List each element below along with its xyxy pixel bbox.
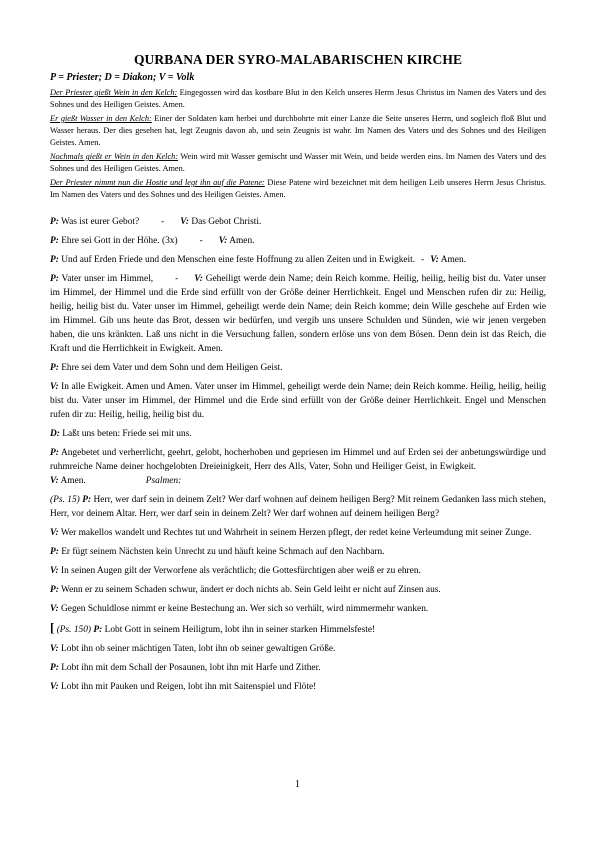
- speaker-label: P:: [50, 448, 59, 458]
- line-text: Laßt uns beten: Friede sei mit uns.: [59, 429, 192, 439]
- dialogue-line: [50, 427, 546, 441]
- speaker-label: P:: [50, 585, 59, 595]
- psalm-reference: (Ps. 150): [56, 625, 92, 635]
- speaker-label: V:: [50, 566, 59, 576]
- dialogue-line: [50, 253, 546, 267]
- line-text: Lobt ihn mit dem Schall der Posaunen, lobt ihn mit Harfe und Zither.: [58, 663, 321, 673]
- rubric-paragraph: [50, 177, 546, 201]
- line-text: In seinen Augen gilt der Verworfene als verächtlich; die Gottesfürchtigen aber weiß er zu ehren.: [58, 566, 421, 576]
- rubric-paragraph: [50, 113, 546, 149]
- rubrics-section: [50, 87, 546, 201]
- speaker-legend: P = Priester; D = Diakon; V = Volk: [50, 72, 195, 83]
- speaker-label: V:: [50, 476, 59, 486]
- rubric-text: Diese Patene wird bezeichnet mit dem heiligen Leib unseres Herrn Jesus Christus. Im Namen des Vaters und des Sohnes und des Heiligen Geistes. Amen.: [50, 178, 546, 199]
- speaker-label: P:: [50, 217, 59, 227]
- rubric-instruction: Der Priester nimmt nun die Hostie und legt ihn auf die Patene:: [50, 178, 265, 187]
- line-text: Das Gebot Christi.: [188, 217, 262, 227]
- speaker-label: V:: [50, 682, 59, 692]
- speaker-label: D:: [50, 429, 60, 439]
- dialogue-line: [50, 545, 546, 559]
- line-text: Vater unser im Himmel,: [58, 274, 154, 284]
- rubric-text: Eingegossen wird das kostbare Blut in den Kelch unseres Herrn Jesus Christus im Namen des Vaters und des Sohnes und des Heiligen Geistes. Amen.: [50, 88, 546, 109]
- speaker-label: P:: [93, 625, 103, 635]
- line-text: Gegen Schuldlose nimmt er keine Bestechung an. Wer sich so verhält, wird nimmermehr wanken.: [58, 604, 429, 614]
- line-text: Wer makellos wandelt und Rechtes tut und Wahrheit in seinem Herzen pflegt, der redet keine Verleumdung mit seiner Zunge.: [58, 528, 532, 538]
- rubric-instruction: Nochmals gießt er Wein in den Kelch:: [50, 152, 179, 161]
- line-text: Ehre sei Gott in der Höhe. (3x): [58, 236, 178, 246]
- speaker-label: V:: [218, 236, 228, 246]
- line-text: Und auf Erden Friede und den Menschen eine feste Hoffnung zu allen Zeiten und in Ewigkeit.: [58, 255, 416, 265]
- speaker-label: V:: [180, 217, 189, 227]
- speaker-label: V:: [50, 644, 59, 654]
- line-text: Lobt Gott in seinem Heiligtum, lobt ihn in seiner starken Himmelsfeste!: [102, 625, 376, 635]
- dialogue-line: [50, 583, 546, 597]
- line-text: Herr, wer darf sein in deinem Zelt? Wer darf wohnen auf deinem heiligen Berg? Mit reinem Gedanken lass mich stehen, Herr, vor deinem Altar. Herr, wer darf sein in deinem Zelt? Wer darf wohnen auf deinem heiligen Berg?: [50, 495, 546, 519]
- dialogue-line: [50, 602, 546, 616]
- rubric-instruction: Der Priester gießt Wein in den Kelch:: [50, 88, 178, 97]
- document-page: [50, 52, 546, 699]
- spacer: [50, 203, 546, 215]
- dialogue-line: [50, 493, 546, 521]
- document-title: QURBANA DER SYRO-MALABARISCHEN KIRCHE: [133, 52, 463, 67]
- dialogue-line: [50, 215, 546, 229]
- speaker-label: P:: [50, 255, 59, 265]
- dialogue-section: [50, 215, 546, 694]
- separator-dash: -: [175, 274, 179, 284]
- speaker-label: V:: [194, 274, 203, 284]
- section-heading-psalms: Psalmen:: [145, 476, 182, 486]
- page-number: 1: [295, 779, 300, 790]
- rubric-paragraph: [50, 87, 546, 111]
- bracket-mark: [: [50, 620, 55, 635]
- dialogue-line: [50, 642, 546, 656]
- dialogue-line: [50, 446, 546, 488]
- line-text: Geheiligt werde dein Name; dein Reich komme. Heilig, heilig, heilig bist du. Vater unser im Himmel, der Himmel und die Erde sind erfüllt von der Größe deiner Herrlichkeit. Engel und Menschen rufen dir zu: Heilig, heilig, heilig bist du. Vater unser im Himmel, geheiligt werde dein Name; dein Reich komme; dein Wille geschehe auf Erden wie im Himmel. Gib uns heute das Brot, dessen wir bedürfen, und vergib uns unsere Schulden und Sünden, wie wir jenen vergeben haben, die uns kränkten. Laß uns nicht in die Versuchung fallen, sondern erlöse uns von dem Bösen. Denn dein ist das Reich, die Kraft und die Herrlichkeit in Ewigkeit. Amen.: [50, 274, 546, 354]
- dialogue-line: [50, 621, 546, 637]
- line-text: Ehre sei dem Vater und dem Sohn und dem Heiligen Geist.: [58, 363, 283, 373]
- dialogue-line: [50, 234, 546, 248]
- dialogue-line: [50, 564, 546, 578]
- rubric-text: Wein wird mit Wasser gemischt und Wasser mit Wein, und beide werden eins. Im Namen des Vaters und des Sohnes und des Heiligen Geistes. Amen.: [50, 152, 546, 173]
- dialogue-line: [50, 380, 546, 422]
- line-text: Amen.: [58, 476, 86, 486]
- speaker-label: V:: [50, 528, 59, 538]
- speaker-label: P:: [82, 495, 92, 505]
- speaker-label: P:: [50, 274, 59, 284]
- line-text: Lobt ihn mit Pauken und Reigen, lobt ihn mit Saitenspiel und Flöte!: [58, 682, 317, 692]
- speaker-label: V:: [50, 382, 59, 392]
- dialogue-line: [50, 361, 546, 375]
- rubric-instruction: Er gießt Wasser in den Kelch:: [50, 114, 152, 123]
- line-text: Er fügt seinem Nächsten kein Unrecht zu und häuft keine Schmach auf den Nachbarn.: [58, 547, 385, 557]
- speaker-label: P:: [50, 363, 59, 373]
- rubric-paragraph: [50, 151, 546, 175]
- rubric-text: Einer der Soldaten kam herbei und durchbohrte mit einer Lanze die Seite unseres Herrn, und sogleich floß Blut und Wasser heraus. Der dies gesehen hat, legt Zeugnis davon ab, und sein Zeugnis ist wahr. Im Namen des Vaters und des Sohnes und des Heiligen Geistes. Amen.: [50, 114, 546, 147]
- separator-dash: -: [421, 255, 425, 265]
- speaker-label: V:: [430, 255, 439, 265]
- speaker-label: P:: [50, 236, 59, 246]
- separator-dash: -: [199, 236, 203, 246]
- dialogue-line: [50, 526, 546, 540]
- line-text: Lobt ihn ob seiner mächtigen Taten, lobt ihn ob seiner gewaltigen Größe.: [58, 644, 336, 654]
- speaker-label: P:: [50, 663, 59, 673]
- line-text: Angebetet und verherrlicht, geehrt, gelobt, hocherhoben und gepriesen im Himmel und auf Erden sei der anbetungswürdige und ruhmreiche Name deiner hochgelobten Dreieinigkeit, Herr des Alls, Vater, Sohn und Heiliger Geist, in Ewigkeit.: [50, 448, 546, 472]
- line-text: Amen.: [227, 236, 255, 246]
- dialogue-line: [50, 272, 546, 356]
- line-text: In alle Ewigkeit. Amen und Amen. Vater unser im Himmel, geheiligt werde dein Name; dein Reich komme. Heilig, heilig, heilig bist du. Vater unser im Himmel, der Himmel und die Erde sind erfüllt von der Größe deiner Herrlichkeit. Engel und Menschen rufen dir zu: Heilig, heilig, heilig bist du.: [50, 382, 546, 420]
- line-text: Amen.: [438, 255, 466, 265]
- separator-dash: -: [161, 217, 165, 227]
- line-text: Was ist eurer Gebot?: [58, 217, 140, 227]
- line-text: Wenn er zu seinem Schaden schwur, ändert er doch nichts ab. Sein Geld leiht er nicht auf Zinsen aus.: [58, 585, 441, 595]
- psalm-reference: (Ps. 15): [50, 495, 80, 505]
- dialogue-line: [50, 661, 546, 675]
- speaker-label: V:: [50, 604, 59, 614]
- speaker-label: P:: [50, 547, 59, 557]
- dialogue-line: [50, 680, 546, 694]
